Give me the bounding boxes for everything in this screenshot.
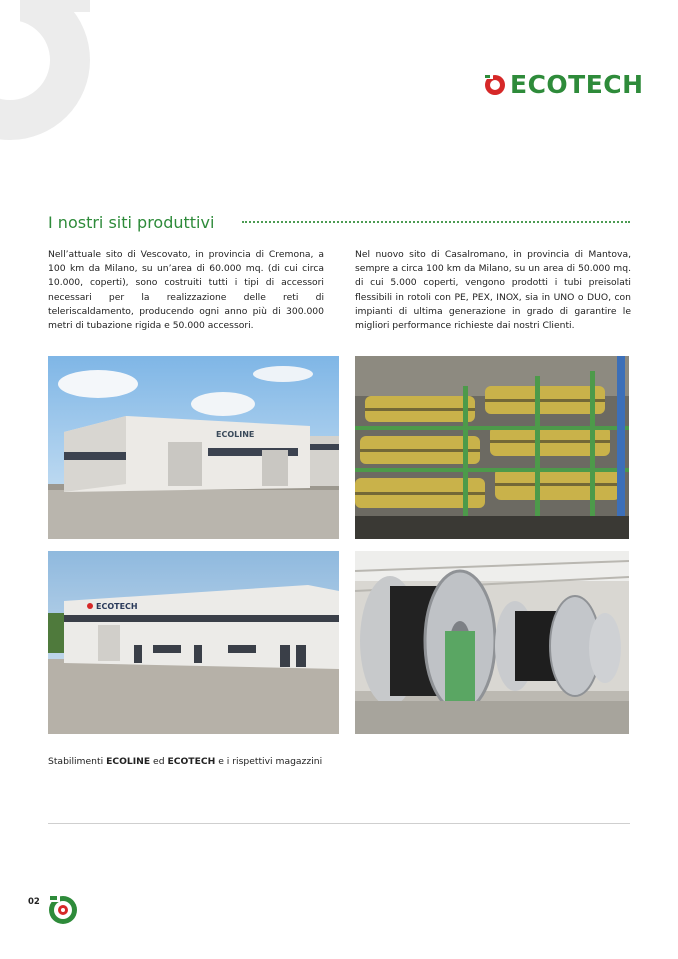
- photo-ecoline-building: [48, 356, 339, 539]
- section-title: I nostri siti produttivi: [48, 213, 215, 232]
- ecoline-sign: ECOLINE: [216, 430, 255, 439]
- decorative-logo-watermark: [0, 0, 100, 170]
- title-dotted-rule: [242, 221, 630, 223]
- photo-cable-reels: [355, 551, 629, 734]
- ecotech-sign: ECOTECH: [96, 602, 138, 611]
- footer-divider: [48, 823, 630, 824]
- logo-wordmark: ECOTECH: [510, 70, 644, 99]
- photos-caption: [48, 756, 322, 767]
- logo-mark-icon: [484, 74, 506, 96]
- caption-prefix: Stabilimenti: [48, 756, 107, 767]
- brand-logo: [484, 70, 644, 100]
- intro-text-casalromano: Nel nuovo sito di Casalromano, in provincia di Mantova, sempre a circa 100 km da Milano, su un area di 50.000 mq. di cui 5.000 coperti, vengono prodotti i tubi preisolati flessibili in rotoli con PE, PEX, INOX, sia in UNO o DUO, con impianti di ultima generazione in grado di garantire le migliori performance richieste dai nostri Clienti.: [355, 249, 631, 332]
- caption-brand-ecoline: ECOLINE: [106, 756, 151, 767]
- photo-pipe-coils-warehouse: [355, 356, 629, 539]
- caption-brand-ecotech: ECOTECH: [167, 756, 216, 767]
- photo-ecotech-building: [48, 551, 339, 734]
- page-number: 02: [28, 897, 40, 907]
- caption-middle: ed: [150, 756, 168, 767]
- footer-logo-icon: [48, 895, 78, 925]
- intro-text-vescovato: Nell’attuale sito di Vescovato, in provincia di Cremona, a 100 km da Milano, su un’area di 60.000 mq. (di cui circa 10.000, coperti), sono costruiti tutti i tipi di accessori necessari per la realizzazione delle reti di teleriscaldamento, producendo ogni anno più di 300.000 metri di tubazione rigida e 50.000 accessori.: [48, 249, 324, 332]
- caption-suffix: e i rispettivi magazzini: [215, 756, 323, 767]
